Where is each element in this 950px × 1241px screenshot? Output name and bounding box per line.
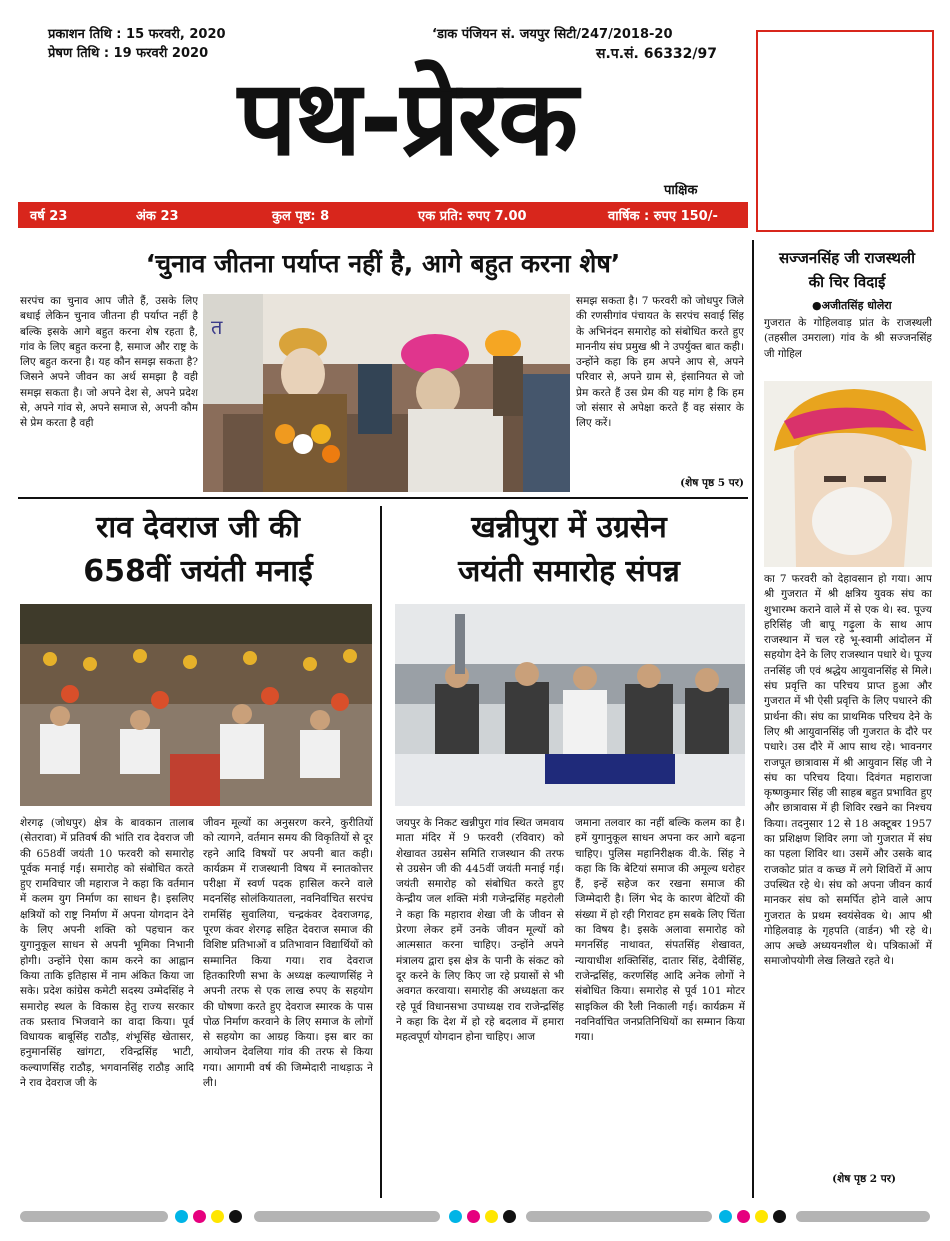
ugrasen-headline-line2: जयंती समारोह संपन्न — [458, 554, 680, 589]
postal-registration: ‘डाक पंजियन सं. जयपुर सिटी/247/2018-20 — [432, 27, 673, 42]
masthead-title: पथ-प्रेरक — [237, 57, 577, 179]
footer-strip-3 — [526, 1211, 712, 1222]
obituary-intro: गुजरात के गोहिलवाड़ प्रांत के राजस्थली (तहसील उमराला) गांव के श्री सज्जनसिंह जी गोहिल — [764, 317, 932, 360]
annual-price: वार्षिक : रुपए 150/- — [608, 209, 718, 224]
registration-mark-cyan — [719, 1210, 732, 1223]
registration-mark-magenta — [737, 1210, 750, 1223]
sidebar-rule — [752, 240, 754, 1198]
registration-mark-magenta — [467, 1210, 480, 1223]
registration-mark-yellow — [755, 1210, 768, 1223]
registration-mark-magenta — [193, 1210, 206, 1223]
total-pages-label: कुल पृष्ठ: 8 — [272, 209, 330, 224]
frequency-label: पाक्षिक — [664, 183, 698, 198]
footer-strip-1 — [20, 1211, 168, 1222]
registration-mark-yellow — [211, 1210, 224, 1223]
rao-devraj-column-1: शेरगढ़ (जोधपुर) क्षेत्र के बावकान तालाब (सेतरावा) में प्रतिवर्ष की भांति राव देवराज जी की 658वीं जयंती 10 फरवरी को समारोह पूर्वक मनाई गई। समारोह को संबोधित करते हुए रामविचार जी महाराज ने कहा कि वर्तमान में कलम युग निर्माण का साधन है। इसलिए क्षत्रियों को राष्ट्र निर्माण में अपना योगदान देने के लिए अपनी शक्ति को पहचान कर युगानुकूल साधन से अपनी भूमिका निभानी होगी। उन्होंने ऐसा काम करने का आह्वान किया ताकि इतिहास में नाम अंकित किया जा सके। प्रदेश कांग्रेस कमेटी सदस्य उम्मेदसिंह ने समारोह स्थल के विकास हेतु राज्य सरकार तक प्रस्ताव भिजवाने का वादा किया। पूर्व विधायक बाबूसिंह राठौड़, शंभूसिंह खेतासर, हनुमानसिंह खांगटा, रविन्द्रसिंह भाटी, कल्याणसिंह राठौड़, भगवानसिंह राठौड़ आदि ने राव देवराज जी के — [20, 817, 194, 1090]
obituary-headline-line2: की चिर विदाई — [808, 273, 886, 291]
footer-strip-2 — [254, 1211, 440, 1222]
section-divider — [18, 497, 748, 499]
rao-devraj-crowd-photo — [20, 604, 372, 806]
ugrasen-column-1: जयपुर के निकट खन्नीपुरा गांव स्थित जमवाय माता मंदिर में 9 फरवरी (रविवार) को शेखावत उग्रसेन समिति राजस्थान की तरफ से उग्रसेन जी की 445वीं जयंती मनाई गई। जयंती समारोह को संबोधित करते हुए केन्द्रीय जल शक्ति मंत्री गजेन्द्रसिंह महरोली ने कहा कि महाराव शेखा जी के जीवन से प्रेरणा लेकर हमें उनके जीवन मूल्यों को आत्मसात करना चाहिए। उन्होंने अपने मंत्रालय द्वारा इस क्षेत्र के पानी के संकट को दूर करने के लिए किए जा रहे प्रयासों से भी अवगत करवाया। समारोह की अध्यक्षता कर रहे पूर्व विधानसभा उपाध्यक्ष राव राजेन्द्रसिंह ने कहा कि देश में हो रहे बदलाव में हमारा महत्वपूर्ण योगदान होना चाहिए। आज — [396, 817, 564, 1044]
lead-continued-note: (शेष पृष्ठ 5 पर) — [680, 477, 744, 489]
issue-number-label: अंक 23 — [136, 209, 179, 224]
volume-label: वर्ष 23 — [30, 209, 68, 224]
publication-date: प्रकाशन तिथि : 15 फरवरी, 2020 — [48, 27, 226, 42]
lead-column-3: समझ सकता है। 7 फरवरी को जोधपुर जिले की रणसीगांव पंचायत के सरपंच सवाई सिंह के अभिनंदन समारोह को संबोधित करते हुए माननीय संघ प्रमुख श्री ने उपर्युक्त बात कही। उन्होंने कहा कि हम अपने आप से, अपने परिवार से, अपने ग्राम से, इंसानियत से जो प्रेम करते हैं उस प्रेम की यह मांग है कि हम जो संसार से अपेक्षा करते हैं वह संसार के लिए करें। — [576, 295, 744, 430]
obituary-body: का 7 फरवरी को देहावसान हो गया। आप श्री गुजरात में श्री क्षत्रिय युवक संघ का शुभारम्भ कराने वाले में से एक थे। स्व. पूज्य हरिसिंह जी बापू गढ़ुला के साथ आप राजस्थान में चल रहे भू-स्वामी आंदोलन में सहयोग देने के लिए राजस्थान पधारे थे। पूज्य तनसिंह जी एवं श्रद्धेय आयुवानसिंह से मिले। संघ प्रवृत्ति का परिचय प्राप्त हुआ और गुजरात में भी ऐसी प्रवृत्ति के लिए पधारने की प्रार्थना की। संघ का प्राथमिक परिचय देने के लिए श्री आयुवानसिंह जी गुजरात के दौरे पर पधारे। उस दौरे में आप साथ रहे। भावनगर राजपूत छात्रावास में श्री आयुवान सिंह जी ने संघ का परिचय दिया। दिवंगत महाराजा कृष्णकुमार सिंह जी साहब बहुत प्रभावित हुए और छात्रावास में ही शिविर रखने का निश्चय किया। तदनुसार 12 से 18 अक्टूबर 1957 का प्रशिक्षण शिविर लगा जो गुजरात में संघ का पहला शिविर था। उसमें और उसके बाद राजकोट प्रांत व कच्छ में लगे शिविरों में आप उपस्थित रहे थे। संघ को अपना जीवन कार्य मानकर संघ को समर्पित होने वाले आप गुजरात के प्रथम स्वयंसेवक थे। आप श्री गोहिलवाड़ के गृहपति (वार्डन) भी रहे थे। आप अच्छे अध्ययनशील थे। पत्रिकाओं में समाजोपयोगी लेख लिखते रहते थे। — [764, 573, 932, 968]
registration-mark-yellow — [485, 1210, 498, 1223]
rao-devraj-column-2: जीवन मूल्यों का अनुसरण करने, कुरीतियों को त्यागने, वर्तमान समय की विकृतियों से दूर रहने आदि विषयों पर अपनी बात कही। कार्यक्रम में राजस्थानी विषय में स्नातकोत्तर परीक्षा में स्वर्ण पदक हासिल करने वाले मदनसिंह सोलंकियातला, नवनिर्वाचित सरपंच रामसिंह सुवालिया, चन्द्रकंवर देवराजगढ़, पूरण कंवर शेरगढ़ सहित देवराज समाज की विशिष्ट प्रतिभाओं व प्रतिभावान विद्यार्थियों को सम्मानित किया गया। राव देवराज हितकारिणी सभा के अध्यक्ष कल्याणसिंह ने अपनी तरफ से एक लाख रुपए के सहयोग की घोषणा करते हुए देवराज स्मारक के पास पोळ निर्माण करवाने के लिए समाज के लोगों से सहयोग का आग्रह किया। इस बार का आयोजन देवलिया गांव की तरफ से किया गया। आगामी वर्ष की जिम्मेदारी नाथड़ाऊ ने ली। — [203, 817, 373, 1090]
registration-mark-black — [773, 1210, 786, 1223]
registration-mark-black — [503, 1210, 516, 1223]
ugrasen-stage-photo — [395, 604, 745, 806]
felicitation-photo — [203, 294, 570, 492]
dispatch-date: प्रेषण तिथि : 19 फरवरी 2020 — [48, 46, 209, 61]
ugrasen-headline-line1: खन्नीपुरा में उग्रसेन — [471, 510, 667, 545]
lead-column-1: सरपंच का चुनाव आप जीते हैं, उसके लिए बधाई लेकिन चुनाव जीतना ही पर्याप्त नहीं है बल्कि इसके आगे बहुत करना शेष रहता है, गांव के लिए बहुत करना है, समाज और राष्ट्र के लिए बहुत करना है। यह कौन समझ सकता है? जिसने अपने जीवन का अर्थ समझा है वही समझ सकता है। जो अपने देश से, अपने प्रदेश से, अपने गांव से, अपने समाज से, अपनी कौम से प्रेम करता है वही — [20, 295, 198, 430]
rao-devraj-headline-line2: 658वीं जयंती मनाई — [83, 554, 313, 589]
obituary-portrait-photo — [764, 381, 932, 567]
registration-mark-cyan — [175, 1210, 188, 1223]
registration-mark-cyan — [449, 1210, 462, 1223]
rao-devraj-headline-line1: राव देवराज जी की — [96, 510, 300, 545]
ugrasen-column-2: जमाना तलवार का नहीं बल्कि कलम का है। हमें युगानुकूल साधन अपना कर आगे बढ़ना चाहिए। पुलिस महानिरीक्षक वी.के. सिंह ने कहा कि कि बेटियां समाज की अमूल्य धरोहर हैं, इन्हें सहेज कर रखना समाज की जिम्मेदारी है। लिंग भेद के कारण बेटियों की संख्या में हो रही गिरावट हम सबके लिए चिंता का विषय है। इसके अलावा समारोह को मगनसिंह नाथावत, संपतसिंह शेखावत, न्यायाधीश शक्तिसिंह, दातार सिंह, देवीसिंह, राजेन्द्रसिंह, करणसिंह आदि अनेक लोगों ने संबोधित किया। समारोह से पूर्व 101 मोटर साइकिल की रैली निकाली गई। कार्यक्रम में नवनिर्वाचित जनप्रतिनिधियों का सम्मान किया गया। — [575, 817, 745, 1044]
issue-info-bar — [18, 202, 748, 228]
obituary-headline-line1: सज्जनसिंह जी राजस्थली — [779, 249, 915, 267]
obituary-byline: ●अजीतसिंह धोलेरा — [812, 299, 892, 312]
footer-strip-4 — [796, 1211, 930, 1222]
svg-text:त: त — [211, 315, 223, 339]
lead-headline: ‘चुनाव जीतना पर्याप्त नहीं है, आगे बहुत करना शेष’ — [145, 249, 621, 278]
obituary-continued-note: (शेष पृष्ठ 2 पर) — [832, 1173, 896, 1185]
column-rule — [380, 506, 382, 1198]
single-copy-price: एक प्रति: रुपए 7.00 — [418, 209, 527, 224]
ad-placeholder-box — [756, 30, 934, 232]
registration-mark-black — [229, 1210, 242, 1223]
sps-number: स.प.सं. 66332/97 — [596, 46, 718, 62]
